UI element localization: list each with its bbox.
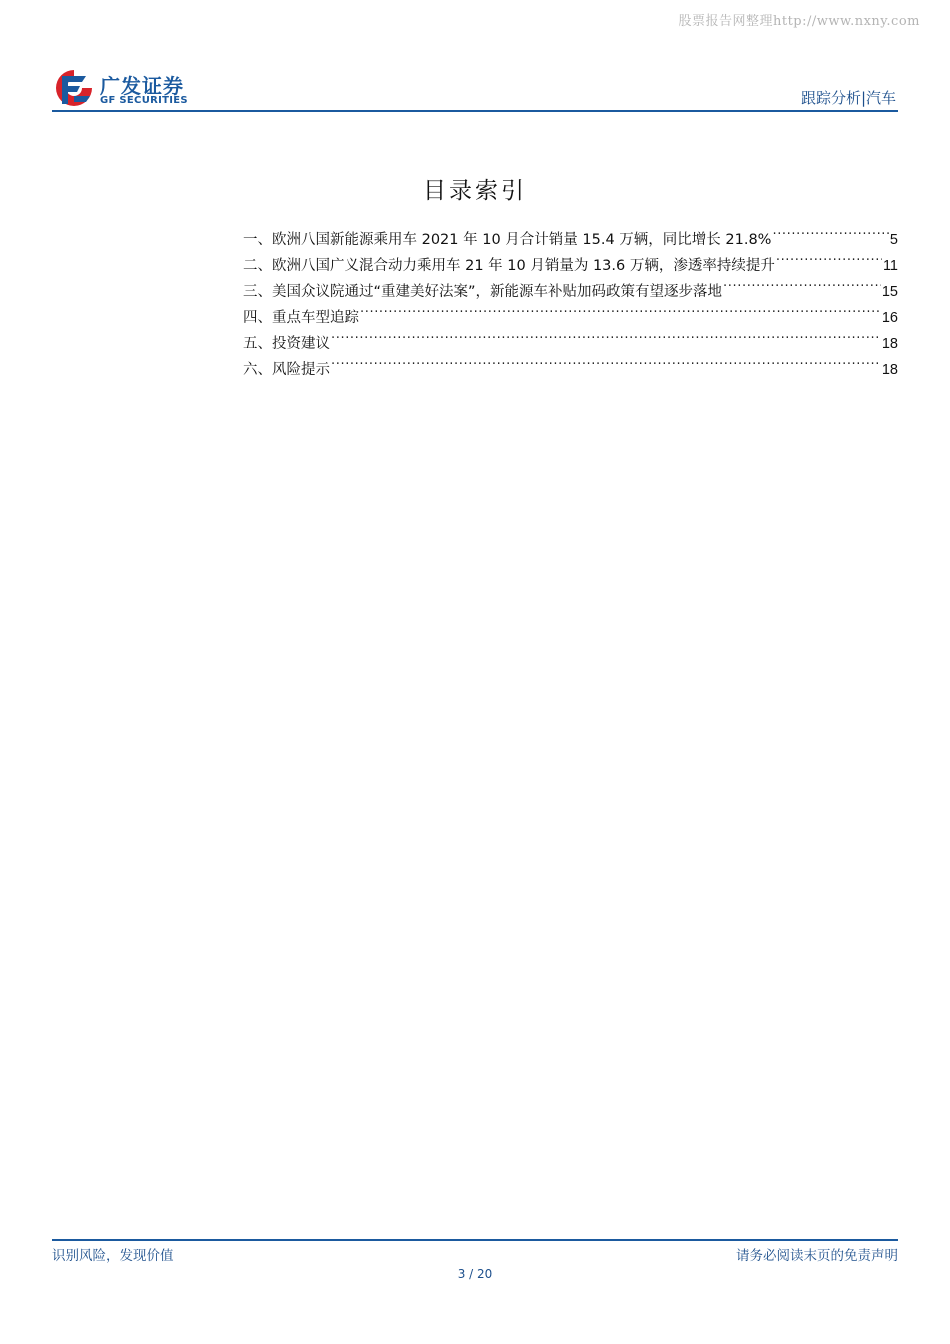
page-header <box>52 66 898 110</box>
table-of-contents <box>243 218 898 378</box>
footer-divider <box>52 1239 898 1241</box>
watermark-text: 股票报告网整理http://www.nxny.com <box>678 14 920 29</box>
toc-entry-page: 5 <box>889 232 898 248</box>
toc-dot-leader <box>331 322 881 348</box>
page-number: 3 / 20 <box>457 1267 493 1281</box>
toc-dot-leader <box>331 348 881 374</box>
toc-entry[interactable] <box>243 348 898 378</box>
toc-entry-number: 一、 <box>243 232 272 248</box>
toc-entry-number: 五、 <box>243 336 272 352</box>
gf-logo-mark-icon <box>52 66 96 110</box>
toc-entry[interactable] <box>243 218 898 248</box>
toc-entry-text: 欧洲八国新能源乘用车 2021 年 10 月合计销量 15.4 万辆，同比增长 21.8% <box>272 232 772 248</box>
toc-dot-leader <box>772 218 888 244</box>
toc-entry-number: 二、 <box>243 258 272 274</box>
toc-entry-text: 投资建议 <box>272 336 330 352</box>
footer-slogan: 识别风险，发现价值 <box>52 1248 174 1264</box>
toc-entry-page: 18 <box>881 336 898 352</box>
toc-entry-page: 16 <box>881 310 898 326</box>
toc-entry-number: 四、 <box>243 310 272 326</box>
toc-dot-leader <box>776 244 882 270</box>
logo-chinese-text: 广发证券 <box>100 74 184 98</box>
gf-securities-logo <box>52 66 222 110</box>
report-category: 跟踪分析|汽车 <box>800 89 896 107</box>
toc-entry-text: 美国众议院通过“重建美好法案”，新能源车补贴加码政策有望逐步落地 <box>272 284 723 300</box>
footer-disclaimer-notice: 请务必阅读末页的免责声明 <box>736 1248 898 1264</box>
toc-entry-number: 六、 <box>243 362 272 378</box>
toc-dot-leader <box>723 270 881 296</box>
toc-entry-page: 15 <box>881 284 898 300</box>
toc-entry-number: 三、 <box>243 284 272 300</box>
toc-entry-page: 18 <box>881 362 898 378</box>
toc-title: 目录索引 <box>423 178 527 204</box>
toc-entry-page: 11 <box>882 258 898 274</box>
toc-dot-leader <box>360 296 881 322</box>
toc-entry-text: 风险提示 <box>272 362 330 378</box>
header-divider <box>52 110 898 112</box>
toc-entry[interactable] <box>243 322 898 352</box>
toc-entry-text: 欧洲八国广义混合动力乘用车 21 年 10 月销量为 13.6 万辆，渗透率持续提升 <box>272 258 775 274</box>
logo-english-text: GF SECURITIES <box>100 95 188 106</box>
toc-entry-text: 重点车型追踪 <box>272 310 359 326</box>
